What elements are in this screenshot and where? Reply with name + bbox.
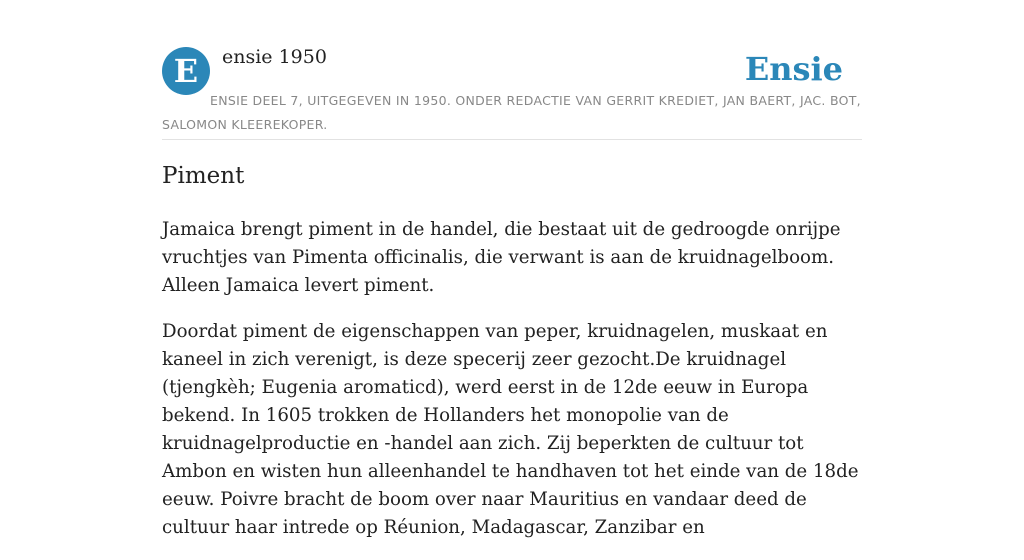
entry-body xyxy=(162,216,866,560)
entry-paragraph: Jamaica brengt piment in de handel, die bestaat uit de gedroogde onrijpe vruchtjes van Pimenta officinalis, die verwant is aan de kruidnagelboom. Alleen Jamaica levert piment. xyxy=(162,219,841,296)
source-description: ENSIE DEEL 7, UITGEGEVEN IN 1950. ONDER REDACTIE VAN GERRIT KREDIET, JAN BAERT, JAC. BOT, SALOMON KLEEREKOPER. xyxy=(162,93,861,132)
brand-name[interactable]: Ensie xyxy=(744,50,843,88)
ensie-logo[interactable]: E xyxy=(162,47,210,95)
entry-title: Piment xyxy=(162,163,245,189)
header-divider xyxy=(162,139,862,140)
source-title[interactable]: ensie 1950 xyxy=(222,46,327,68)
entry-paragraph: Doordat piment de eigenschappen van peper, kruidnagelen, muskaat en kaneel in zich verenigt, is deze specerij zeer gezocht.De kruidnagel (tjengkèh; Eugenia aromaticd), werd eerst in de 12de eeuw in Europa bekend. In 1605 trokken de Hollanders het monopolie van de kruidnagelproductie en -handel aan zich. Zij beperkten de cultuur tot Ambon en wisten hun alleenhandel te handhaven tot het einde van de 18de eeuw. Poivre bracht de boom over naar Mauritius en vandaar deed de cultuur haar intrede op Réunion, Madagascar, Zanzibar en xyxy=(162,321,859,538)
